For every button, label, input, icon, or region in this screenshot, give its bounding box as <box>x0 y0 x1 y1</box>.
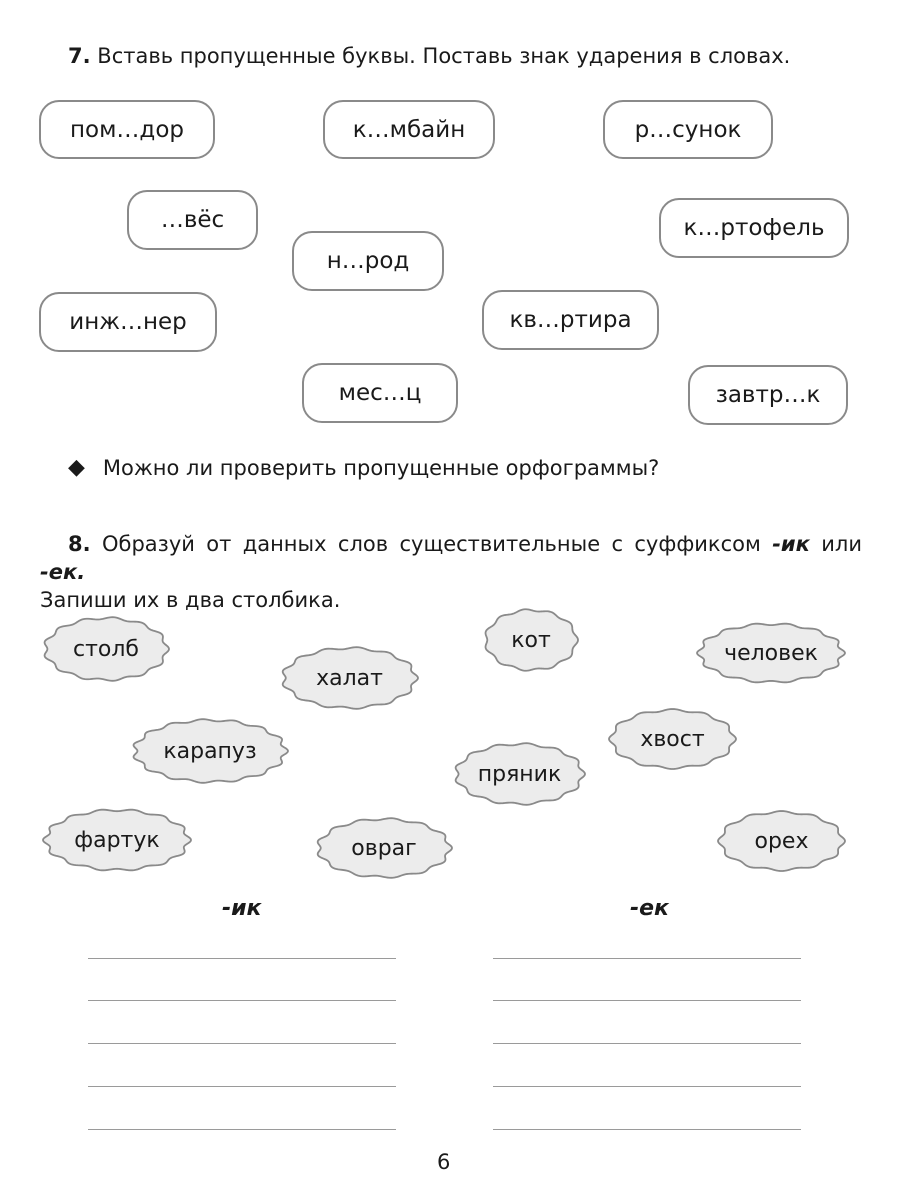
writing-line[interactable] <box>88 1086 396 1087</box>
diamond-icon: ◆ <box>68 455 85 480</box>
task-8-heading <box>40 530 862 614</box>
task-8-number: 8. <box>68 532 91 556</box>
suffix-ik: -ик <box>772 532 810 556</box>
task-8-text-line2: Запиши их в два столбика. <box>40 588 341 612</box>
column-header-ik: -ик <box>222 896 262 921</box>
word-cloud <box>481 606 581 674</box>
task-8-or: или <box>821 532 862 556</box>
cloud-word: овраг <box>351 835 417 861</box>
cloud-word: хвост <box>640 726 705 752</box>
writing-line[interactable] <box>493 1086 801 1087</box>
word-pill: пом…дор <box>39 100 215 159</box>
word-cloud <box>313 815 455 881</box>
task-7-text: Вставь пропущенные буквы. Поставь знак ударения в словах. <box>97 44 791 68</box>
writing-line[interactable] <box>88 1000 396 1001</box>
check-question <box>68 455 659 480</box>
word-cloud <box>606 706 739 772</box>
word-cloud <box>278 644 421 712</box>
word-pill: …вёс <box>127 190 258 250</box>
word-pill: инж…нер <box>39 292 217 352</box>
cloud-word: человек <box>724 640 818 666</box>
writing-line[interactable] <box>88 1043 396 1044</box>
question-text: Можно ли проверить пропущенные орфограммы? <box>102 455 660 480</box>
word-cloud <box>715 808 848 874</box>
word-pill: р…сунок <box>603 100 773 159</box>
task-7-number: 7. <box>68 44 91 68</box>
cloud-word: карапуз <box>163 738 257 764</box>
writing-line[interactable] <box>493 1129 801 1130</box>
cloud-word: столб <box>73 636 139 662</box>
word-cloud <box>451 740 588 808</box>
cloud-word: кот <box>511 627 551 653</box>
word-pill: завтр…к <box>688 365 848 425</box>
suffix-ek: -ек. <box>40 560 86 584</box>
column-header-ek: -ек <box>630 896 669 921</box>
word-cloud <box>40 614 172 684</box>
writing-line[interactable] <box>88 958 396 959</box>
word-pill: к…ртофель <box>659 198 849 258</box>
task-7-heading <box>68 42 790 70</box>
writing-line[interactable] <box>88 1129 396 1130</box>
writing-line[interactable] <box>493 958 801 959</box>
page-number: 6 <box>437 1150 451 1174</box>
writing-line[interactable] <box>493 1000 801 1001</box>
task-8-text: Образуй от данных слов существительные с суффиксом <box>101 532 761 556</box>
word-pill: кв…ртира <box>482 290 659 350</box>
word-cloud <box>694 620 848 686</box>
word-cloud <box>129 716 291 786</box>
cloud-word: фартук <box>74 827 160 853</box>
cloud-word: орех <box>754 828 809 854</box>
word-pill: н…род <box>292 231 444 291</box>
word-pill: к…мбайн <box>323 100 495 159</box>
cloud-word: халат <box>316 665 383 691</box>
cloud-word: пряник <box>477 761 562 787</box>
word-cloud <box>40 806 194 874</box>
word-pill: мес…ц <box>302 363 458 423</box>
writing-line[interactable] <box>493 1043 801 1044</box>
